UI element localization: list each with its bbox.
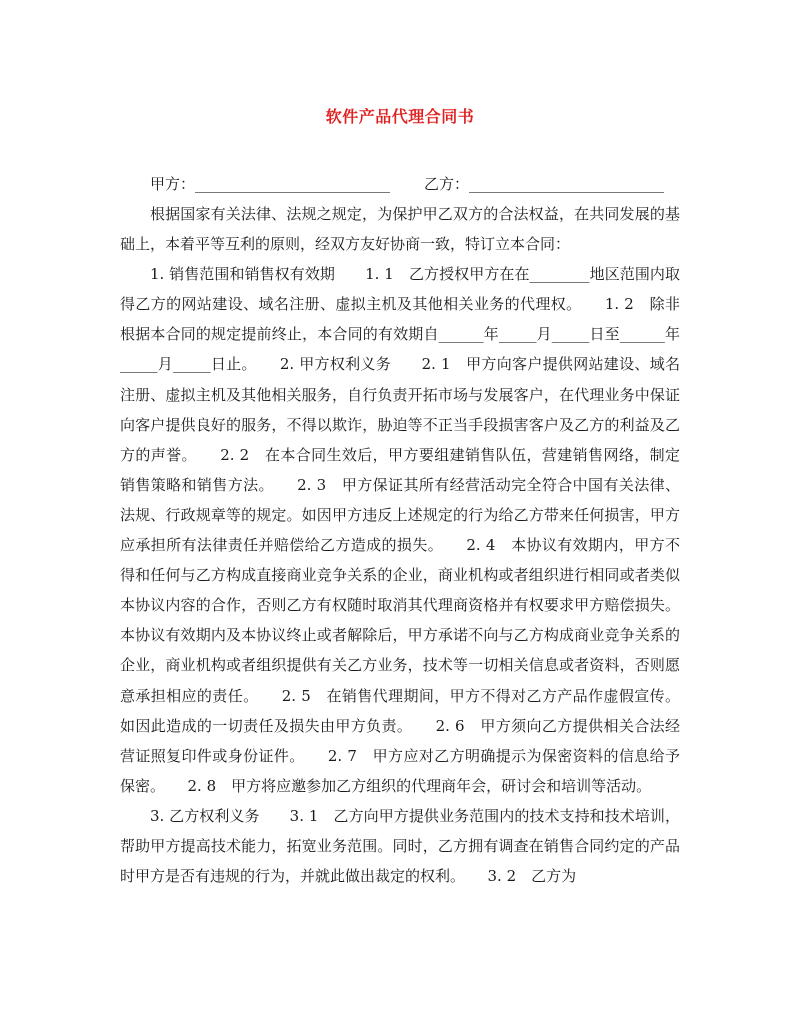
clauses-paragraph-3: 3. 乙方权利义务 3. 1 乙方向甲方提供业务范围内的技术支持和技术培训，帮助甲方提高技术能力，拓宽业务范围。同时，乙方拥有调查在销售合同约定的产品时甲方是否有违规的行为，并就此做出裁定的权利。 3. 2 乙方为 xyxy=(120,806,680,886)
parties-line xyxy=(150,173,680,194)
clauses-paragraph-1-2: 1. 销售范围和销售权有效期 1. 1 乙方授权甲方在在________地区范围内取得乙方的网站建设、域名注册、虚拟主机及其他相关业务的代理权。 1. 2 除非根据本合同的规定提前终止，本合同的有效期自______年_____月_____日至______年_____月_____日止。 2. 甲方权利义务 2. 1 甲方向客户提供网站建设、域名注册、虚拟主机及其他相关服务，自行负责开拓市场与发展客户，在代理业务中保证向客户提供良好的服务，不得以欺诈，胁迫等不正当手段损害客户及乙方的利益及乙方的声誉。 2. 2 在本合同生效后，甲方要组建销售队伍，营建销售网络，制定销售策略和销售方法。 2. 3 甲方保证其所有经营活动完全符合中国有关法律、法规、行政规章等的规定。如因甲方违反上述规定的行为给乙方带来任何损害，甲方应承担所有法律责任并赔偿给乙方造成的损失。 2. 4 本协议有效期内，甲方不得和任何与乙方构成直接商业竞争关系的企业，商业机构或者组织进行相同或者类似本协议内容的合作，否则乙方有权随时取消其代理商资格并有权要求甲方赔偿损失。本协议有效期内及本协议终止或者解除后，甲方承诺不向与乙方构成商业竞争关系的企业，商业机构或者组织提供有关乙方业务，技术等一切相关信息或者资料，否则愿意承担相应的责任。 2. 5 在销售代理期间，甲方不得对乙方产品作虚假宣传。如因此造成的一切责任及损失由甲方负责。 2. 6 甲方须向乙方提供相关合法经营证照复印件或身份证件。 2. 7 甲方应对乙方明确提示为保密资料的信息给予保密。 2. 8 甲方将应邀参加乙方组织的代理商年会，研讨会和培训等活动。 xyxy=(120,265,680,795)
document-title: 软件产品代理合同书 xyxy=(325,107,475,126)
contract-body xyxy=(120,199,680,891)
party-b-field: 乙方：__________________________ xyxy=(424,175,665,193)
preamble-paragraph: 根据国家有关法律、法规之规定，为保护甲乙双方的合法权益，在共同发展的基础上，本着平等互利的原则，经双方友好协商一致，特订立本合同： xyxy=(120,205,680,254)
party-a-field: 甲方：__________________________ xyxy=(150,175,391,193)
